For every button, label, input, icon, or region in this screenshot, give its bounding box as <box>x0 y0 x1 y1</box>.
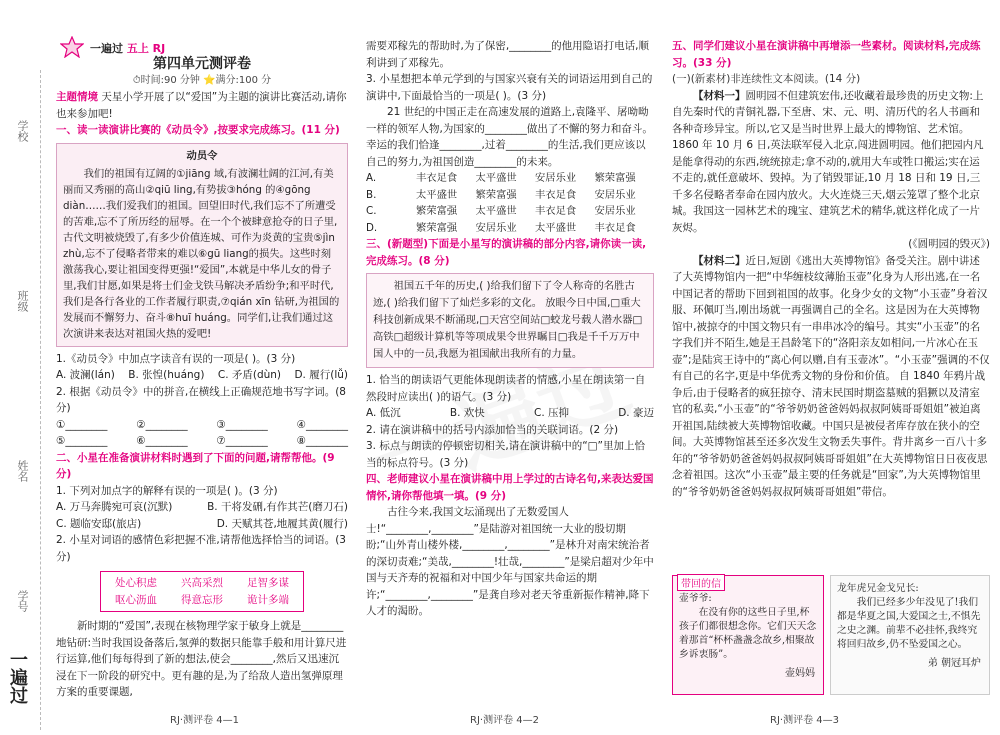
letter-left <box>672 575 824 695</box>
binding-strip <box>0 30 48 720</box>
q3-2-text: 2. 请在演讲稿中的括号内添加恰当的关联词语。(2 分) <box>366 423 619 436</box>
q2-3-text: 3. 小星想把本单元学到的与国家兴衰有关的词语运用到自己的演讲中,下面最恰当的一项是( )。(3 分) <box>366 73 653 102</box>
q2-1-options-row2 <box>56 516 348 533</box>
blank-5[interactable]: ⑤________ <box>56 435 108 447</box>
word[interactable]: 足智多谋 <box>247 577 289 589</box>
name-label: 姓名 <box>16 460 29 482</box>
yu-min-paragraph: 新时期的“爱国”,表现在核物理学家于敏身上就是________地钻研:当时我国设备落后,氢弹的数据只能靠手般和用计算尺进行运算,他们每每得到了新的想法,使会________,然后又迅速沉浸在下一阶段的研究中。更有趣的是,为了给敌人造出氢弹原理方案的重要课题, <box>56 620 347 698</box>
word-choice-box <box>100 571 304 612</box>
exam-meta: ⏱时间:90 分钟 ⭐满分:100 分 <box>132 74 272 86</box>
q1-2-text: 2. 根据《动员令》中的拼音,在横线上正确规范地书写字词。(8 分) <box>56 385 346 414</box>
option-b[interactable]: B. <box>366 188 377 201</box>
page-footer-3: RJ·测评卷 4—3 <box>770 715 839 726</box>
blank-3[interactable]: ③________ <box>216 418 268 431</box>
material-1-source: (《圆明园的毁灭》) <box>908 238 990 250</box>
blank-7[interactable]: ⑦________ <box>216 435 268 447</box>
option-b[interactable]: B. 欢快 <box>449 407 485 419</box>
blank-1[interactable]: ①________ <box>56 418 108 431</box>
letter-right-body <box>831 576 989 654</box>
word[interactable]: 得意忘形 <box>181 593 223 606</box>
letters-area <box>672 575 990 695</box>
speech-draft-text: 祖国五千年的历史,( )给我们留下了令人称奇的名胜古迹,( )给我们留下了灿烂多彩的文化。 放眼今日中国,□重大科技创新成果不断涌现,□天宫空间站□蛟龙号载人潜水器□高铁□超级计算机等等项成果令世界瞩目□我是千千万万中国人中的一员,我愿为祖国献出我所有的力量。 <box>373 280 643 360</box>
q2-2-text: 2. 小星对词语的感情色彩把握不准,请帮他选择恰当的词语。(3 分) <box>56 534 346 563</box>
letter-right-greeting: 龙年虎兄金戈兄长: <box>837 583 919 594</box>
word[interactable]: 呕心沥血 <box>115 593 157 606</box>
option-a[interactable]: A. 低沉 <box>366 407 401 419</box>
section-5-heading: 五、同学们建议小星在演讲稿中再增添一些素材。阅读材料,完成练习。(33 分) <box>672 40 981 69</box>
q1-1-options <box>56 367 348 384</box>
option-a[interactable]: A. 波澜(lán) <box>56 369 115 381</box>
option-d[interactable]: D. 天赋其苍,地履其黄(履行) <box>216 517 348 530</box>
student-id-label: 学号 <box>16 590 29 612</box>
page-footer-2: RJ·测评卷 4—2 <box>470 715 539 726</box>
column-1 <box>56 38 348 701</box>
word[interactable]: 兴高采烈 <box>181 577 223 589</box>
word[interactable]: 处心积虑 <box>115 577 157 589</box>
blank-2[interactable]: ②________ <box>136 418 188 431</box>
poem-fill-paragraph: 古往今来,我国文坛涌现出了无数爱国人士!“________,________”是陆游对祖国统一大业的殷切期盼;“山外青山楼外楼,________,________”是林升对南宋统治者的深切责难;“美哉,________!壮哉,________”是梁启超对少年中国与天齐寿的祝福和对中国少年与国家共命运的期许;“________,________”是龚自珍对老天爷重新振作精神,降下人才的渴盼。 <box>366 506 654 617</box>
grade-label: 五上 RJ <box>126 42 166 55</box>
topic-text: 天星小学开展了以“爱国”为主题的演讲比赛活动,请你也来参加吧! <box>56 91 347 120</box>
blank-4[interactable]: ④________ <box>296 418 348 431</box>
q1-2-blanks-row2 <box>56 433 348 450</box>
q1-2-blanks-row1 <box>56 417 348 434</box>
section-2-heading: 二、小星在准备演讲材料时遇到了下面的问题,请帮帮他。(9 分) <box>56 451 335 480</box>
option-c[interactable]: C. <box>366 205 377 217</box>
q2-1-options-row1 <box>56 499 348 516</box>
option-d[interactable]: D. 豪迈 <box>618 407 654 419</box>
brand-prefix: 一遍过 <box>90 42 123 55</box>
mobilization-order-title: 动员令 <box>186 149 218 162</box>
q2-3-options: A. 丰衣足食 太平盛世 安居乐业 繁荣富强 B. 太平盛世 繁荣富强 丰衣足食 安居乐业 C. 繁荣富强 太平盛世 丰衣足食 安居乐业 D. 繁荣富强 安居乐业 太平盛世 丰衣足食 <box>366 170 654 236</box>
column-3 <box>672 38 990 500</box>
sub-section-1: (一)(新素材)非连续性文本阅读。(14 分) <box>672 73 861 85</box>
option-c[interactable]: C. 压抑 <box>533 407 569 419</box>
word[interactable]: 诡计多端 <box>247 593 289 606</box>
cut-line <box>40 70 41 730</box>
letter-right <box>830 575 990 695</box>
mobilization-order-text: 我们的祖国有辽阔的①jiāng 域,有波澜壮阔的江河,有美丽而又秀丽的高山②qiū ling,有势拔③hóng 的④gōng diàn……我们爱我们的祖国。回望旧时代,我们忘不了所遭受的苦难,忘不了所历经的屈辱。在一个个被肆意抢夺的日子里,古代文明被烧毁了,有多少价值连城、可作为炎黄的宝贵⑤jìn zhù,忘不了侵略者带来的难以⑥gū liang的损失。这些时刻激荡我心,要让祖国变得更强!“爱国”,本就是中华儿女的骨子里,我们甘愿,如果是将士们金戈铁马解决矛盾纷争;和平时代,我们是各行各业的工作者履行职责,⑦qián xīn 钻研,为祖国的发展而不懈努力、奋斗⑧huī huáng。同学们,让我们通过这次演讲来表达对祖国火热的爱吧! <box>63 167 340 340</box>
section-4-heading: 四、老师建议小星在演讲稿中用上学过的古诗名句,来表达爱国情怀,请你帮他填一填。(9 分) <box>366 473 654 502</box>
mobilization-order-box <box>56 143 348 347</box>
q2-3-paragraph: 21 世纪的中国正走在高速发展的道路上,袁隆平、屠呦呦一样的领军人物,为国家的________做出了不懈的努力和奋斗。幸运的我们恰逢________,过着________的生活,我们更应该以自己的努力,为祖国创造________的未来。 <box>366 106 653 168</box>
yu-min-paragraph-cont: 需要邓稼先的帮助时,为了保密,________的他用隐语打电话,顺利讲到了邓稼先。 <box>366 40 650 69</box>
q1-1-text: 1.《动员令》中加点字读音有误的一项是( )。(3 分) <box>56 352 296 365</box>
section-3-heading: 三、(新题型)下面是小星写的演讲稿的部分内容,请你读一读,完成练习。(8 分) <box>366 238 647 267</box>
option-d[interactable]: D. <box>366 221 378 234</box>
q3-1-options <box>366 405 654 422</box>
column-2 <box>366 38 654 620</box>
letter-left-greeting: 壶爷爷: <box>679 593 712 604</box>
material-2-label: 【材料二】 <box>693 254 746 267</box>
option-b[interactable]: B. 张惶(huáng) <box>128 369 205 381</box>
letter-right-text: 我们已经多少年没见了!我们都是华夏之国,大爱国之士,不惧先之史之渊。前辈不必挂怀,我终究将回归故乡,仍不坠爱国之心。 <box>837 597 981 650</box>
option-a[interactable]: A. 万马奔腾宛可哀(沉默) <box>56 501 173 513</box>
option-c[interactable]: C. 矛盾(dùn) <box>217 369 282 381</box>
q3-3-text: 3. 标点与朗读的停顿密切相关,请在演讲稿中的“□”里加上恰当的标点符号。(3 分) <box>366 440 645 469</box>
option-a[interactable]: A. <box>366 172 377 184</box>
speech-draft-box <box>366 273 654 368</box>
material-2-text: 近日,短剧《逃出大英博物馆》备受关注。剧中讲述了大英博物馆内一把“中华缠枝纹薄胎玉壶”化身为人形出逃,在一名中国记者的帮助下回到祖国的故事。化身少女的文物“小玉壶”身着汉服、环佩叮当,刚出场就一再强调自己的全名。这是因为在大英博物馆中,被掠夺的中国文物只有一串串冰冷的编号。其实“小玉壶”的名字我们并不陌生,她是王昌龄笔下的“洛阳亲友如相问,一片冰心在玉壶”;是陆宾王诗中的“离心何以赠,自有玉壶冰”。“小玉壶”强调的不仅有自己的名字,更是中华优秀文物的身份和价值。 自 1840 年鸦片战争后,由于侵略者的疯狂掠夺、清末民国时期盗墓贼的猖獗以及清室官的私卖,“小玉壶”的“爷爷奶奶爸爸妈妈叔叔阿姨哥哥姐姐”被迫离开祖国,陆续被大英博物馆收藏。中国只是被侵者库存放在狭小的空间。大英博物馆甚至还多次发生文物丢失事件。背井离乡一百八十多年的“爷爷奶奶爸爸妈妈叔叔阿姨哥哥姐姐”在大英博物馆日日夜夜思念着祖国。这次“小玉壶”最主要的任务就是“回家”,为大英博物馆里的“爷爷奶奶爸爸妈妈叔叔阿姨哥哥姐姐”带信。 <box>672 254 990 498</box>
option-b[interactable]: B. 干将发硎,有作其芒(磨刀石) <box>207 501 348 513</box>
option-d[interactable]: D. 履行(lǚ) <box>294 369 348 381</box>
page-footer-1: RJ·测评卷 4—1 <box>170 715 239 726</box>
class-label: 班级 <box>16 290 29 312</box>
letter-left-text: 在没有你的这些日子里,杯孩子们都很想念你。它们天天念着那首“杯杯盏盏念故乡,相聚故乡诉衷肠”。 <box>679 607 817 660</box>
letter-tag: 带回的信 <box>677 574 725 591</box>
letter-left-signature: 壶妈妈 <box>785 668 815 679</box>
blank-8[interactable]: ⑧________ <box>296 435 348 447</box>
material-1-label: 【材料一】 <box>693 89 746 102</box>
material-1-text: 圆明园不但建筑宏伟,还收藏着最珍贵的历史文物:上自先秦时代的青铜礼器,下至唐、宋、元、明、清历代的名人书画和各种奇珍异宝。所以,它又是当时世界上最大的博物馆、艺术馆。 1860 年 10 月 6 日,英法联军侵入北京,闯进圆明园。他们把园内凡是能拿得动的东西,统统掠走;拿不动的,就用大车或牲口搬运;实在运不走的,就任意破坏、毁掉。为了销毁罪证,10 月 18 日和 19 日,三千多名侵略者奉命在园内放火。大火连烧三天,烟云笼罩了整个北京城。我国这一园林艺术的瑰宝、建筑艺术的精华,就这样化成了一片灰烬。 <box>672 89 984 234</box>
blank-6[interactable]: ⑥________ <box>136 435 188 447</box>
school-label: 学校 <box>16 120 29 142</box>
brand-vertical: 一遍过 <box>7 650 28 704</box>
section-1-heading: 一、读一读演讲比赛的《动员令》,按要求完成练习。(11 分) <box>56 124 340 136</box>
option-c[interactable]: C. 题临安邸(旅店) <box>56 517 142 530</box>
topic-label: 主题情境 <box>56 91 98 103</box>
exam-title: 第四单元测评卷 <box>153 56 251 72</box>
q2-1-text: 1. 下列对加点字的解释有误的一项是( )。(3 分) <box>56 484 278 497</box>
q3-1-text: 1. 恰当的朗读语气更能体现朗读者的情感,小星在朗读第一自然段时应读出( )的语气。(3 分) <box>366 374 646 403</box>
letter-right-signature: 弟 朝冠耳炉 <box>927 658 981 669</box>
